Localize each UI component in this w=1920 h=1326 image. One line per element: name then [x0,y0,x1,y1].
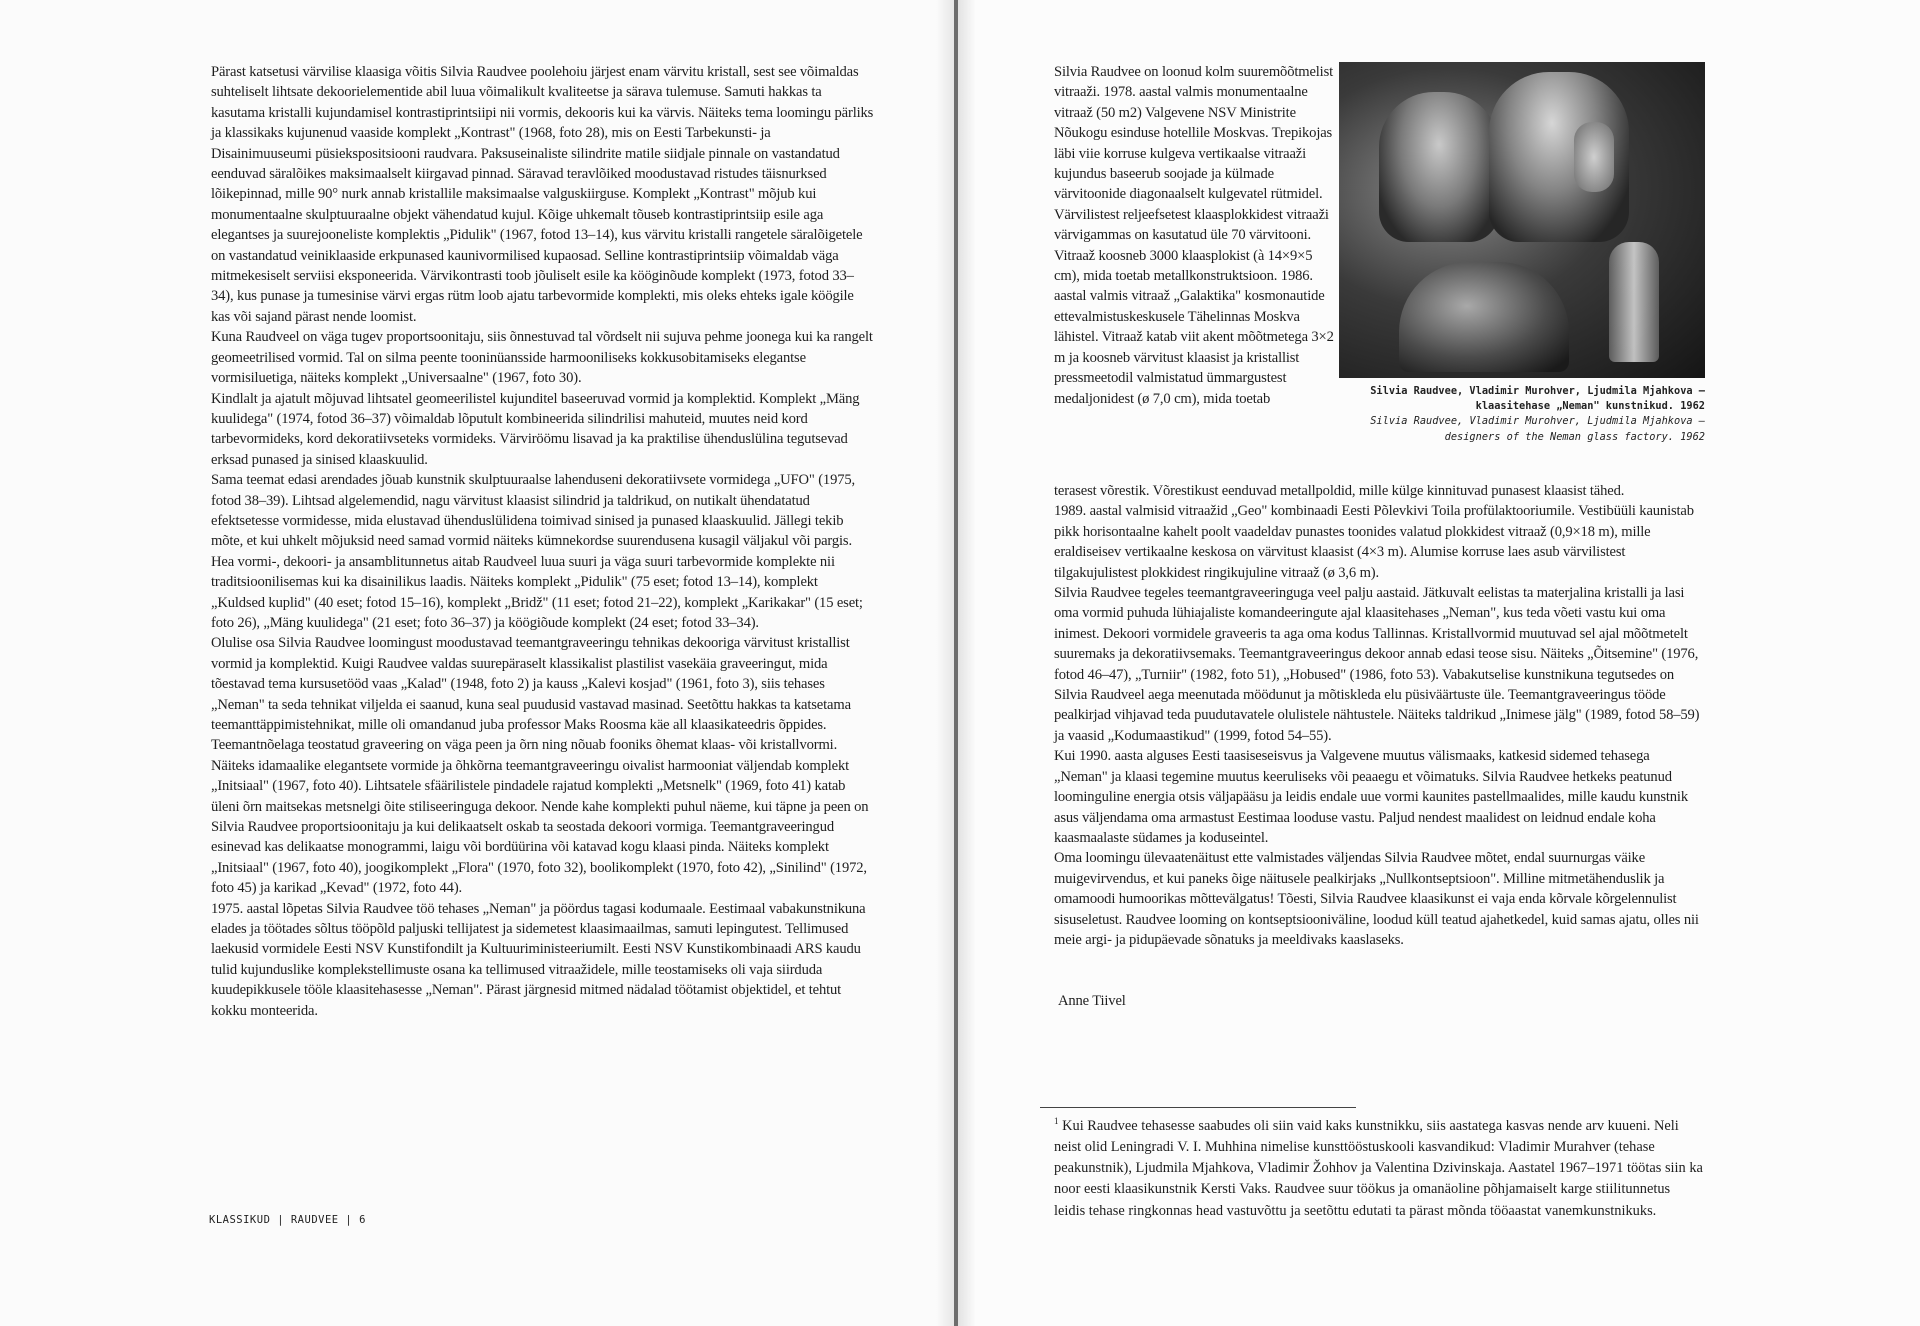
page-gutter-shadow [958,0,976,1326]
footnote-text: Kui Raudvee tehasesse saabudes oli siin vaid kaks kunstnikku, siis aastatega kasvas nende arv kuueni. Neli neist olid Leningradi V. I. Muhhina nimelise kunsttööstuskooli kasvandikud: Vladimir Murahver (tehase peakunstnik), Ljudmila Mjahkova, Vladimir Žohhov ja Valentina Dzivinskaja. Aastatel 1967–1971 töötas siin ka noor eesti klaasikunstnik Kersti Vaks. Raudvee suur töökus ja omanäoline põhjamaiselt karge stiilitunnetus leidis tehase ringkonnas head vastuvõttu ja seetõttu edutati ta pärast mõnda tööaastat vanemkunstnikuks. [1054,1117,1703,1219]
author-signature: Anne Tiivel [1058,993,1126,1009]
left-page-body [211,62,874,1021]
body-paragraph: Olulise osa Silvia Raudvee loomingust moodustavad teemantgraveeringu tehnikas dekooriga värvitust kristallist vormid ja komplektid. Kuigi Raudvee valdas suurepäraselt klassikalist plastilist vasekäia graveeringut, mida tõestavad tema kursusetööd vaas „Kalad" (1948, foto 2) ja kauss „Kalevi kosjad" (1961, foto 3), siis tehases „Neman" ta seda tehnikat viljelda ei saanud, kuna seal puudusid vastavad masinad. Seetõttu hakkas ta katsetama teemanttäppimistehnikat, mille oli omandanud juba professor Maks Roosma käe all klaasikateedris õppides. Teemantnõelaga teostatud graveering on väga peen ja õrn ning nõuab fooniks õhemat klaas- või kristallvormi. Näiteks idamaalike elegantsete vormide ja õhkõrna teemantgraveeringu oivalist harmooniat väljendab komplekt „Initsiaal" (1967, foto 40). Lihtsatele sfäärilistele pindadele rajatud komplekti „Metsnelk" (1969, foto 41) katab üleni õrn maitsekas metsnelgi õite stiliseeringuga dekoor. Nende kahe komplekti puhul näeme, kui täpne ja peen on Silvia Raudvee proportsioonitaju ja kui delikaatselt oskab ta seostada dekoori vormiga. Teemantgraveeringud esinevad kas delikaatse monogrammi, laigu või bordüürina või katavad kogu klaasi pinda. Näiteks komplekt „Initsiaal" (1967, foto 40), joogikomplekt „Flora" (1970, foto 32), boolikomplekt (1970, foto 42), „Sinilind" (1972, foto 45) ja karikad „Kevad" (1972, foto 44). [211,635,869,897]
body-paragraph: Hea vormi-, dekoori- ja ansamblitunnetus aitab Raudveel luua suuri ja väga suuri tarbevormide komplekte nii traditsioonilisemas kui ka disainilikus laadis. Näiteks komplekt „Pidulik" (75 eset; fotod 13–14), komplekt „Kuldsed kuplid" (40 eset; fotod 15–16), komplekt „Bridž" (11 eset; fotod 21–22), komplekt „Karikakar" (15 eset; foto 26), „Mäng kuulidega" (21 eset; foto 36–37) ja köögiõude komplekt (24 eset; fotod 33–34). [211,553,863,631]
caption-line: Silvia Raudvee, Vladimir Murohver, Ljudmila Mjahkova – [1370,385,1705,397]
book-spine [954,0,958,1326]
footnote-marker: 1 [1054,1116,1059,1126]
photo-glass-object [1609,242,1659,362]
body-paragraph: Sama teemat edasi arendades jõuab kunstnik skulptuuraalse lahenduseni dekoratiivsete vormidega „UFO" (1975, fotod 38–39). Lihtsad algelemendid, nagu värvitust klaasist silindrid ja taldrikud, on nutikalt ühendatatud efektsetesse vormidesse, mida elustavad ühenduslülidena toimivad sinised ja punased klaaskuulid. Jällegi tekib mõte, et kui uhkelt mõjuksid need samad vormid näiteks kümnekordse suurendusena kusagil väljakul või pargis. [211,472,856,550]
caption-line: designers of the Neman glass factory. 1962 [1444,430,1705,443]
body-paragraph-continuation: terasest võrestik. Võrestikust eenduvad metallpoldid, mille külge kinnituvad punasest klaasist tähed. [1054,483,1625,499]
caption-estonian [1350,384,1705,414]
body-paragraph: Kindlalt ja ajatult mõjuvad lihtsatel geomeerilistel kujunditel baseeruvad vormid ja komplektid. Komplekt „Mäng kuulidega" (1974, fotod 36–37) võimaldab lõputult kombineerida silindrilisi mahuteid, muutes neid kord tarbevormideks, kord dekoratiivseteks vormideks. Värviröömu lisavad ja ka praktilise ühenduslülina tegutsevad erksad punased ja sinised klaaskuulid. [211,390,860,468]
page-folio: KLASSIKUD | RAUDVEE | 6 [209,1214,366,1226]
body-paragraph: Silvia Raudvee on loonud kolm suuremõõtmelist vitraaži. 1978. aastal valmis monumentaalne vitraaž (50 m2) Valgevene NSV Ministrite Nõukogu esinduse hotellile Moskvas. Trepikojas läbi viie korruse kulgeva vertikaalse vitraaži kujundus baseerub soojade ja külmade värvitoonide diagonaalselt kulgevatel rütmidel. Värvilistest reljeefsetest klaasplokkidest vitraaži värvigammas on kasutatud üle 70 värvitooni. Vitraaž koosneb 3000 klaasplokist (à 14×9×5 cm), mida toetab metallkonstruktsioon. 1986. aastal valmis vitraaž „Galaktika" kosmonautide ettevalmistuskeskusele Tähelinnas Moskva lähistel. Vitraaž katab viit akent mõõtmetega 3×2 m ja koosneb värvitust klaasist ja kristallist pressmeetodil valmistatud ümmargustest medaljonidest (ø 7,0 cm), mida toetab [1054,64,1334,407]
photo-detail [1574,122,1614,192]
photo-figure [1399,262,1569,372]
footnote-divider [1040,1107,1356,1108]
body-paragraph: Kui 1990. aasta alguses Eesti taasiseseisvus ja Valgevene muutus välismaaks, katkesid sidemed tehasega „Neman" ja klaasi tegemine muutus keeruliseks või peaaegu et võimatuks. Silvia Raudvee hetkeks peatunud loominguline energia otsis väljapääsu ja leidis endale uue vormi kaunites pastellmaalides, mille kaudu kunstnik asus väljendama oma armastust Eestimaa looduse vastu. Paljud nendest maalidest on leidnud endale koha kaasmaalaste südames ja koduseintel. [1054,748,1688,846]
historical-photo [1339,62,1705,378]
body-paragraph: 1989. aastal valmisid vitraažid „Geo" kombinaadi Eesti Põlevkivi Toila profülaktooriumile. Vestibüüli kaunistab pikk horisontaalne kahelt poolt vaadeldav punastes toonides valatud plokkidest vitraaž (0,9×18 m), mille eraldiseisev vertikaalne keskosa on värvitust klaasist (4×3 m). Alumise korruse laes asub värvilistest tilgakujulistest plokkidest ringikujuline vitraaž (ø 3,6 m). [1054,503,1694,581]
body-paragraph: Silvia Raudvee tegeles teemantgraveeringuga veel palju aastaid. Jätkuvalt eelistas ta materjalina kristalli ja lasi oma vormid puhuda lühiajaliste komandeeringute ajal klaasitehases „Neman", kus teda võeti vastu kui oma inimest. Dekoori vormidele graveeris ta aga oma kodus Tallinnas. Kristallvormid muutuvad sel ajal mõõtmetelt suuremaks ja dekoratiivsemaks. Teemantgraveeringus dekoor annab edasi teose sisu. Näiteks „Õitsemine" (1976, fotod 46–47), „Turniir" (1982, foto 51), „Hobused" (1986, foto 53). Vabakutselise kunstnikuna tegutsedes on Silvia Raudveel aega meenutada möödunut ja mõtiskleda elu püsiväärtuste üle. Teemantgraveeringus tööde pealkirjad vihjavad teda puudutavatele olulistele nähtustele. Näiteks taldrikud „Inimese jälg" (1989, fotod 58–59) ja vaasid „Kodumaastikud" (1999, fotod 54–55). [1054,585,1700,744]
right-page-column-text [1054,62,1338,409]
body-paragraph: Pärast katsetusi värvilise klaasiga võitis Silvia Raudvee poolehoiu järjest enam värvitu kristall, sest see võimaldas suhteliselt lihtsate dekoorielementide abil luua võimalikult kvaliteetse ja särava tulemuse. Samuti hakkas ta kasutama kristalli kujundamisel kontrastiprintsiipi nii vormis, dekooris kui ka värvis. Näiteks tema loomingu pärliks ja klassikaks kujunenud vaaside komplekt „Kontrast" (1968, foto 28), mis on Eesti Tarbekunsti- ja Disainimuuseumi püsiekspositsiooni raudvara. Paksuseinaliste silindrite matile siidjale pinnale on vastandatud eenduvad säralõikes maksimaalselt kiirgavad pinnad. Säravad teravlõiked moodustavad ristudes täisnurksed lõikepinnad, mille 90° nurk annab kristallile maksimaalse valguskiirguse. Komplekt „Kontrast" mõjub kui monumentaalne skulptuuraalne objekt vähendatud kujul. Kõige uhkemalt tõuseb kontrastiprintsiip esile aga elegantses ja suurejooneliste komplektis „Pidulik" (1967, fotod 13–14), kus värvitu kristalli rangetele säralõigetele on vastandatud veiniklaaside erkpunased kaunivormilised kupaosad. Selline kontrastiprintsiip võimaldab väga mitmekesiselt serviisi eksponeerida. Värvikontrasti toob jõuliselt esile ka kööginõude komplekt (1973, fotod 33–34), kus punase ja tumesinise värvi ergas rütm loob ajatu tarbevormide komplekti, mis oleks ehteks igale köögile kas või sajand pärast nende loomist. [211,64,874,325]
caption-line: klaasitehase „Neman" kunstnikud. 1962 [1475,400,1705,413]
caption-line: Silvia Raudvee, Vladimir Murohver, Ljudmila Mjahkova – [1370,415,1705,428]
photo-figure [1379,92,1499,242]
body-paragraph: Oma loomingu ülevaatenäitust ette valmistades väljendas Silvia Raudvee mõtet, endal suurnurgas väike muigevirvendus, et kui paneks õige näitusele pealkirjaks „Nullkontseptsioon". Milline mitmetähenduslik ja omamoodi humoorikas mõttevälgatus! Tõesti, Silvia Raudvee klaasikunst ei vaja enda kõrvale kõrgelennulist sisuseletust. Raudvee looming on kontseptsiooniväline, loodud küll teatud ajahetkedel, kuid samas ajatu, olles nii meie argi- ja pidupäevade sõnatuks ja meeldivaks kaaslaseks. [1054,850,1699,948]
right-page-body [1054,481,1706,950]
photo-caption [1350,384,1705,445]
footnote [1054,1111,1704,1222]
caption-english [1350,414,1705,444]
body-paragraph: Kuna Raudveel on väga tugev proportsoonitaju, siis õnnestuvad tal võrdselt nii sujuva pehme joonega kui ka rangelt geomeetrilised vormid. Tal on silma peente tooninüansside harmooniliseks kokkusobitamiseks elegantse vormisiluetiga, näiteks komplekt „Universaalne" (1967, foto 30). [211,329,873,387]
body-paragraph: 1975. aastal lõpetas Silvia Raudvee töö tehases „Neman" ja pöördus tagasi kodumaale. Eestimaal vabakunstnikuna elades ja töötades sõltus tööpõld paljuski tellijatest ja sidemetest klaasimaailmas, samuti lepingutest. Tellimused laekusid vormidele Eesti NSV Kunstifondilt ja Kultuuriministeeriumilt. Eesti NSV Kunstikombinaadi ARS kaudu tulid kujunduslike komplekstellimuste osana ka tellimused vitraažidele, mille teostamiseks oli vaja siirduda kuudepikkusele tööle klaasitehasesse „Neman". Pärast järgnesid mitmed nädalad töötamist objektidel, et tehtut kokku monteerida. [211,900,866,1019]
